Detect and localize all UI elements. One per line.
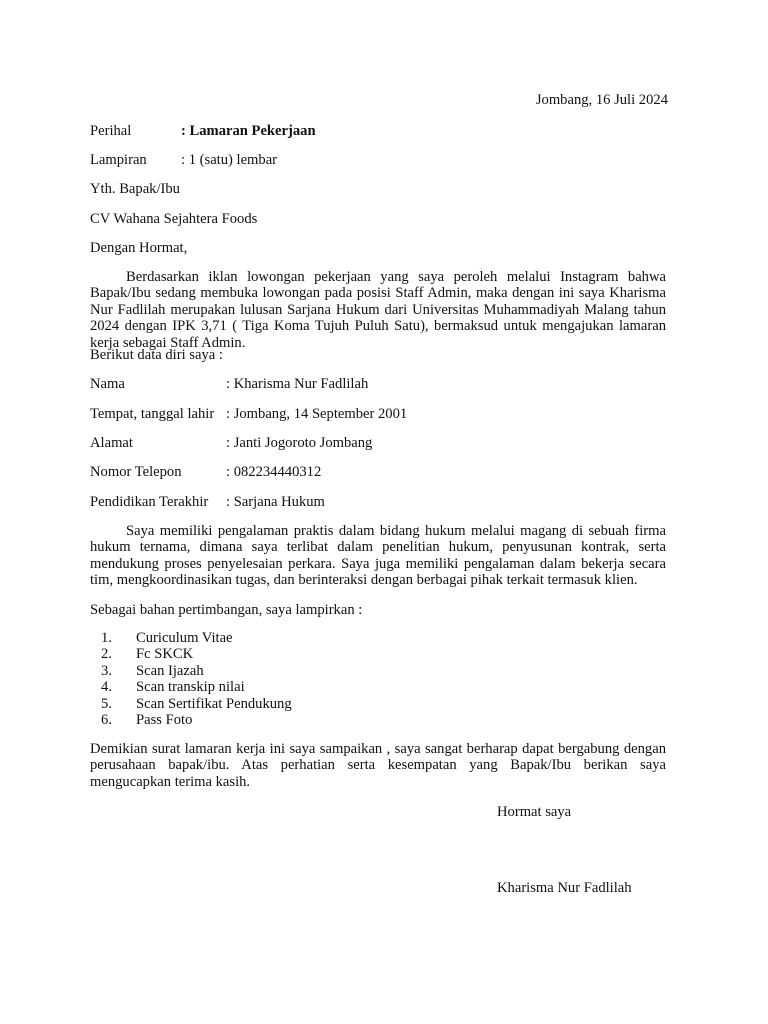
list-text: Curiculum Vitae xyxy=(136,630,233,646)
list-text: Fc SKCK xyxy=(136,646,194,663)
list-text: Pass Foto xyxy=(136,711,193,728)
lampiran-label: Lampiran xyxy=(90,152,147,168)
perihal-label: Perihal xyxy=(90,123,132,139)
personal-label: Tempat, tanggal lahir xyxy=(90,406,215,422)
personal-row-address xyxy=(90,435,372,451)
list-item xyxy=(90,630,292,646)
list-text: Scan Ijazah xyxy=(136,662,204,679)
personal-row-education xyxy=(90,494,325,510)
greeting: Dengan Hormat, xyxy=(90,240,188,256)
personal-value: : Janti Jogoroto Jombang xyxy=(226,435,373,451)
sign-off: Hormat saya xyxy=(497,804,572,820)
personal-row-phone xyxy=(90,464,321,480)
list-text: Scan Sertifikat Pendukung xyxy=(136,695,292,712)
list-item xyxy=(90,679,292,695)
experience-paragraph xyxy=(90,523,666,589)
signer-name: Kharisma Nur Fadlilah xyxy=(497,880,632,896)
attach-intro: Sebagai bahan pertimbangan, saya lampirkan : xyxy=(90,602,363,618)
data-intro: Berikut data diri saya : xyxy=(90,347,223,363)
personal-label: Pendidikan Terakhir xyxy=(90,494,209,510)
list-number: 4. xyxy=(101,679,112,696)
recipient-company: CV Wahana Sejahtera Foods xyxy=(90,211,258,227)
personal-value: : 082234440312 xyxy=(226,464,322,480)
lampiran-row xyxy=(90,152,277,168)
personal-label: Alamat xyxy=(90,435,133,451)
experience-paragraph-text: Saya memiliki pengalaman praktis dalam bidang hukum melalui magang di sebuah firma hukum ternama, dimana saya terlibat dalam penelitian hukum, penyusunan kontrak, serta mendukung proses penyelesaian perkara. Saya juga memiliki pengalaman dalam bekerja secara tim, mengkoordinasikan tugas, dan berinteraksi dengan berbagai pihak terkait termasuk klien. xyxy=(90,523,666,589)
intro-paragraph-text: Berdasarkan iklan lowongan pekerjaan yang saya peroleh melalui Instagram bahwa Bapak/Ibu sedang membuka lowongan pada posisi Staff Admin, maka dengan ini saya Kharisma Nur Fadlilah merupakan lulusan Sarjana Hukum dari Universitas Muhammadiyah Malang tahun 2024 dengan IPK 3,71 ( Tiga Koma Tujuh Puluh Satu), bermaksud untuk mengajukan lamaran kerja sebagai Staff Admin. xyxy=(90,269,666,351)
lampiran-value: : 1 (satu) lembar xyxy=(181,152,278,168)
personal-value: : Kharisma Nur Fadlilah xyxy=(226,376,369,392)
list-item xyxy=(90,712,292,728)
personal-row-birth xyxy=(90,406,407,422)
closing-paragraph xyxy=(90,741,666,790)
closing-paragraph-text: Demikian surat lamaran kerja ini saya sampaikan , saya sangat berharap dapat bergabung dengan perusahaan bapak/ibu. Atas perhatian serta kesempatan yang Bapak/Ibu berikan saya mengucapkan terima kasih. xyxy=(90,741,666,790)
list-text: Scan transkip nilai xyxy=(136,679,245,696)
perihal-row xyxy=(90,123,316,139)
list-number: 1. xyxy=(101,630,112,646)
list-number: 2. xyxy=(101,646,112,663)
list-item xyxy=(90,646,292,662)
list-item xyxy=(90,663,292,679)
attachment-list xyxy=(90,630,292,728)
personal-value: : Jombang, 14 September 2001 xyxy=(226,406,408,422)
personal-value: : Sarjana Hukum xyxy=(226,494,325,510)
list-number: 5. xyxy=(101,695,112,712)
personal-row-name xyxy=(90,376,368,392)
list-item xyxy=(90,696,292,712)
perihal-value: : Lamaran Pekerjaan xyxy=(181,123,316,139)
personal-label: Nomor Telepon xyxy=(90,464,182,480)
list-number: 6. xyxy=(101,711,112,728)
personal-label: Nama xyxy=(90,376,125,392)
recipient-salutation: Yth. Bapak/Ibu xyxy=(90,181,180,197)
list-number: 3. xyxy=(101,662,112,679)
intro-paragraph xyxy=(90,269,666,351)
letter-date: Jombang, 16 Juli 2024 xyxy=(535,92,668,108)
